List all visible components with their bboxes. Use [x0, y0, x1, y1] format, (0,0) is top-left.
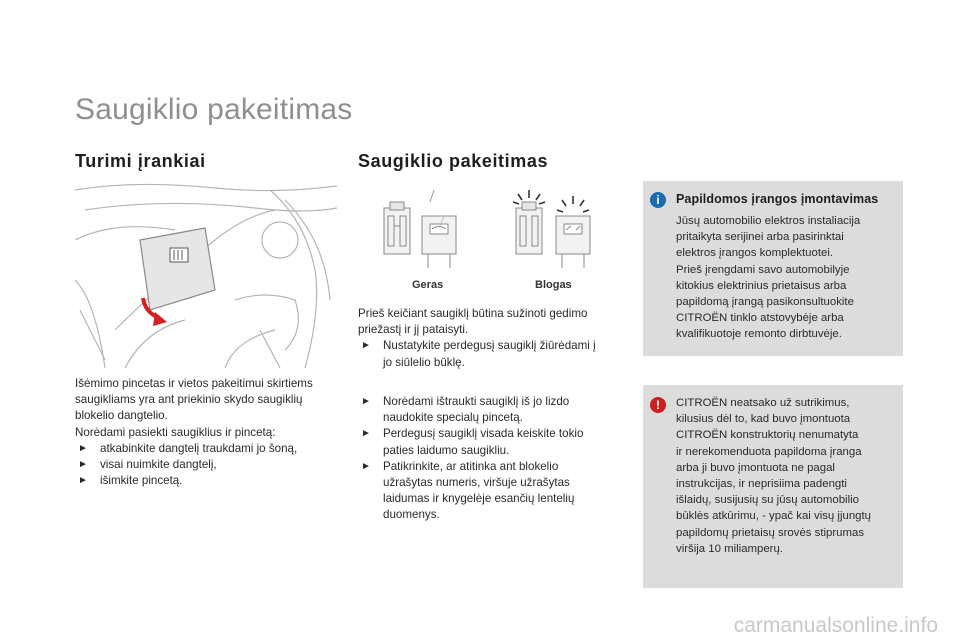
text-line: kitokius elektrinius prietaisus arba [676, 279, 847, 292]
text-line: blokelio dangtelio. [75, 409, 168, 423]
text-line: arba ji buvo įmontuota ne pagal [676, 461, 835, 474]
bullet-arrow-icon: ► [361, 340, 371, 352]
fuse-bad-label: Blogas [535, 279, 572, 291]
bullet-arrow-icon: ► [78, 442, 88, 454]
text-line: elektros įrangos komplektuotei. [676, 247, 834, 260]
text-line: būklės atkūrimu, - ypač kai visų įjungtų [676, 510, 871, 523]
text-line: priežastį ir jį pataisyti. [358, 323, 469, 337]
list-item: ► visai nuimkite dangtelį, [75, 457, 345, 473]
text-line: CITROËN konstruktorių nenumatyta [676, 429, 859, 442]
good-fuse-icon [384, 190, 456, 268]
middle-section-title: Saugiklio pakeitimas [358, 151, 549, 171]
text-line: Jūsų automobilio elektros instaliacija [676, 215, 861, 227]
dashboard-fusebox-drawing [75, 180, 337, 368]
list-item: ► Nustatykite perdegusį saugiklį žiūrėdami į jo siūlelio būklę. [361, 339, 596, 369]
warning-icon: ! [650, 397, 666, 413]
text-line: papildomų prietaisų srovės stiprumas [676, 526, 865, 539]
bullet-arrow-icon: ► [361, 428, 371, 440]
text-line: pritaikyta serijinei arba pasirinktai [676, 231, 844, 244]
text-line: ir nerekomenduota papildoma įranga [676, 445, 862, 458]
fuse-good-label: Geras [412, 279, 444, 291]
bullet-arrow-icon: ► [361, 460, 371, 472]
text-line: papildomą įrangą pasikonsultuokite [676, 296, 854, 309]
text-line: instrukcijas, ir neprisiima padengti [676, 478, 847, 491]
bad-fuse-icon [516, 202, 590, 268]
text-line: kilusius dėl to, kad buvo įmontuota [676, 413, 851, 426]
text-line: Išėmimo pincetas ir vietos pakeitimui skirtiems [75, 377, 313, 390]
text-line: CITROËN tinklo atstovybėje arba [676, 312, 844, 325]
bullet-arrow-icon: ► [78, 475, 88, 487]
fuse-box-illustration [75, 180, 337, 368]
page-title: Saugiklio pakeitimas [75, 93, 353, 126]
list-item: ► Patikrinkite, ar atitinka ant blokelio užrašytas numeris, viršuje užrašytas laidumas ir knygelėje esančių lentelių duomenys. [361, 459, 575, 522]
left-intro [75, 376, 345, 489]
fuse-illustrations [372, 186, 612, 272]
text-line: išlaidų, susijusių su jūsų automobilio [676, 494, 859, 507]
text-line: CITROËN neatsako už sutrikimus, [676, 397, 850, 409]
list-item: ► išimkite pincetą. [75, 473, 345, 489]
text-line: Prieš įrengdami savo automobilyje [676, 263, 850, 276]
bullet-arrow-icon: ► [361, 396, 371, 407]
list-item: ► Perdegusį saugiklį visada keiskite tokio paties laidumo saugikliu. [361, 427, 584, 457]
info-icon: i [650, 192, 666, 208]
fusebox-cover [140, 228, 215, 310]
info-box-text [676, 213, 896, 343]
text-line: kvalifikuotoje remonto dirbtuvėje. [676, 328, 842, 341]
info-box-title: Papildomos įrangos įmontavimas [676, 192, 879, 206]
text-line: saugikliams yra ant priekinio skydo saugiklių [75, 393, 303, 407]
fuse-drawing [372, 186, 612, 272]
text-line: Norėdami pasiekti saugiklius ir pincetą: [75, 425, 276, 439]
bullet-arrow-icon: ► [78, 459, 88, 471]
text-line: viršija 10 miliamperų. [676, 542, 783, 555]
middle-bullets [358, 394, 628, 524]
watermark: carmanualsonline.info [733, 614, 938, 637]
list-item: ► Norėdami ištraukti saugiklį iš jo lizdo naudokite specialų pincetą. [361, 395, 570, 425]
text-line: Prieš keičiant saugiklį būtina sužinoti gedimo [358, 307, 588, 320]
left-section-title: Turimi įrankiai [75, 151, 206, 171]
warning-box-text [676, 395, 898, 557]
list-item: ► atkabinkite dangtelį traukdami jo šoną, [75, 441, 345, 457]
middle-intro [358, 306, 628, 371]
